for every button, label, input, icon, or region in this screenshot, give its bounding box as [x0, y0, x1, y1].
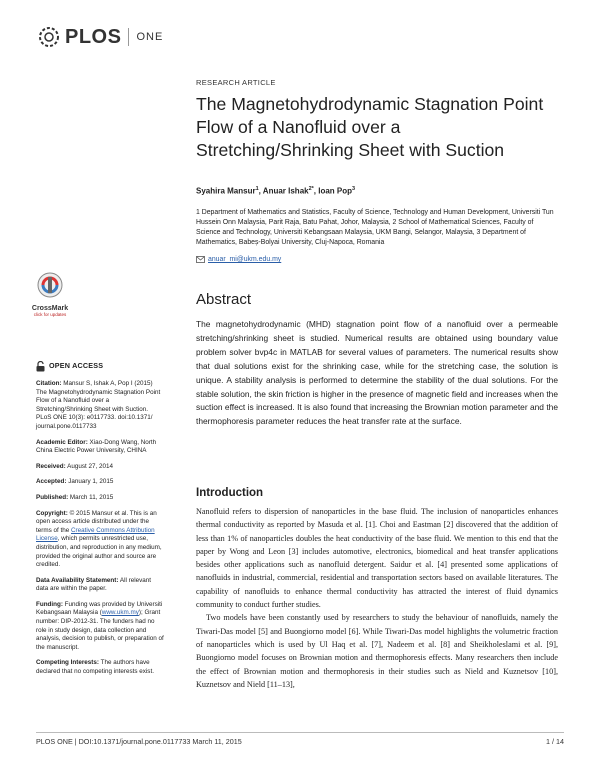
plos-one-logo: [37, 25, 163, 49]
data-availability-text: All relevant data are within the paper.: [36, 576, 152, 593]
funder-link[interactable]: www.ukm.my: [101, 609, 139, 617]
footer-citation: PLOS ONE | DOI:10.1371/journal.pone.0117733 March 11, 2015: [36, 737, 242, 746]
published-block: [36, 494, 164, 503]
received-label: Received:: [36, 462, 66, 470]
citation-text: Mansur S, Ishak A, Pop I (2015) The Magnetohydrodynamic Stagnation Point Flow of a Nanofluid over a Stretching/Shrinking Sheet with Suction. PLoS ONE 10(3): e0117733. doi:10.1371/ journal.pone.0117733: [36, 380, 161, 430]
open-access-label: OPEN ACCESS: [49, 361, 104, 371]
competing-interests-block: [36, 659, 164, 676]
copyright-text-end: , which permits unrestricted use, distribution, and reproduction in any medium, provided the original author and source are credited.: [36, 535, 162, 569]
article-type: RESEARCH ARTICLE: [196, 78, 276, 87]
plos-logo-icon: [37, 25, 61, 49]
open-lock-icon: [36, 361, 45, 372]
logo-divider: [128, 28, 129, 46]
crossmark-sublabel: click for updates: [33, 312, 67, 317]
crossmark-badge[interactable]: [30, 271, 70, 317]
corresponding-email: [196, 256, 281, 263]
crossmark-icon: [35, 271, 65, 299]
introduction-heading: Introduction: [196, 487, 264, 499]
citation-label: Citation:: [36, 380, 62, 387]
competing-interests-text: The authors have declared that no competing interests exist.: [36, 659, 154, 676]
copyright-label: Copyright:: [36, 509, 68, 517]
author-affiliation-marker: 1: [255, 186, 259, 192]
abstract-heading: Abstract: [196, 291, 252, 308]
author-name[interactable]: Anuar Ishak: [262, 186, 309, 196]
author-affiliation-marker: 2*: [308, 186, 314, 192]
envelope-icon: [196, 256, 205, 263]
intro-paragraph: Nanofluid refers to dispersion of nanoparticles in the base fluid. The inclusion of nanoparticles enhances thermal conductivity as reported by Masuda et al. [1]. Choi and Eastman [2] discovered that the addition of less than 1% of nanoparticles doubles the heat conductivity of the base fluid. We mention to this end that the paper by Wong and Leon [3] includes automotive, electronics, biomedical and heat transfer applications besides other applications such as nanofluid detergent. Saidur et al. [4] presented some applications of nanofluids in industrial, commercial, residential and transportation sectors based on available literatures. The capability of nanofluids to enhance thermal conductivity has attracted the interest of fluid dynamics community to conduct further studies.: [196, 507, 558, 610]
logo-text: PLOS: [65, 25, 122, 48]
article-sidebar: [36, 361, 164, 684]
introduction-body: [196, 505, 558, 691]
competing-interests-label: Competing Interests:: [36, 659, 99, 667]
copyright-block: [36, 510, 164, 570]
funding-label: Funding:: [36, 600, 63, 608]
accepted-block: [36, 478, 164, 487]
logo-suffix: ONE: [136, 31, 164, 43]
page-number: 1 / 14: [546, 737, 564, 746]
affiliations: 1 Department of Mathematics and Statistics, Faculty of Science, Technology and Human Development, Universiti Tun Hussein Onn Malaysia, Parit Raja, Batu Pahat, Johor, Malaysia, 2 School of Mathematical Sciences, Faculty of Science and Technology, Universiti Kebangsaan Malaysia, UKM Bangi, Selangor, Malaysia, 3 Department of Mathematics, Babeș-Bolyai University, Cluj-Napoca, Romania: [196, 209, 554, 246]
email-link[interactable]: anuar_mi@ukm.edu.my: [208, 256, 282, 263]
intro-paragraph: Two models have been constantly used by researchers to study the behaviour of nanofluids, namely the Tiwari-Das model [5] and Buongiorno model [6]. While Tiwari-Das model highlights the volumetric fraction of nanoparticles which is used by Ul Haq et al. [7], Nadeem et al. [8] and Sheikholeslami et al. [9], Buongiorno model focuses on Brownian motion and thermophoresis effects. Many researchers then include the effect of Brownian motion and thermophoresis in their studies such as Nield and Kuznetsov [10], Kuznetsov and Nield [11–13],: [196, 613, 558, 689]
funding-block: [36, 601, 164, 653]
author-list: Syahira Mansur$^1$, Anuar Ishak$^{2*}$, Ioan Pop$^3$: [196, 186, 356, 196]
author-name[interactable]: Syahira Mansur: [196, 186, 256, 196]
data-availability-block: [36, 577, 164, 594]
abstract-text: The magnetohydrodynamic (MHD) stagnation point flow of a nanofluid over a permeable stretching/shrinking sheet is studied. Numerical results are obtained using boundary value problem solver bvp4c in MATLAB for several values of parameters. The numerical results show that dual solutions exist for the shrinking case, while for the stretching case, the solution is unique. A stability analysis is performed to determine the stability of the dual solutions. For the stable solution, the skin friction is higher in the presence of magnetic field and increases when the suction effect is increased. It is also found that increasing the Brownian motion parameter and the thermophoresis parameter reduces the heat transfer rate at the surface.: [196, 319, 558, 427]
accepted-date: January 1, 2015: [66, 478, 114, 486]
published-date: March 11, 2015: [68, 493, 114, 501]
funding-text: Funding was provided by Universiti Kebangsaan Malaysia (: [36, 600, 163, 617]
citation-block: [36, 380, 164, 432]
author-affiliation-marker: 3: [352, 186, 356, 192]
data-availability-label: Data Availability Statement:: [36, 576, 119, 584]
license-link[interactable]: Creative Commons Attribution License: [36, 526, 155, 543]
copyright-text: © 2015 Mansur et al. This is an open access article distributed under the terms of the: [36, 509, 157, 534]
footer-divider: [36, 732, 564, 733]
received-block: [36, 463, 164, 472]
open-access-badge[interactable]: [36, 361, 164, 372]
academic-editor-block: [36, 439, 164, 456]
author-name[interactable]: Ioan Pop: [318, 186, 353, 196]
received-date: August 27, 2014: [65, 462, 114, 470]
article-title: The Magnetohydrodynamic Stagnation Point Flow of a Nanofluid over a Stretching/Shrinking Sheet with Suction: [196, 94, 544, 160]
accepted-label: Accepted:: [36, 478, 67, 486]
published-label: Published:: [36, 493, 69, 501]
crossmark-label: CrossMark: [31, 305, 69, 312]
academic-editor-label: Academic Editor:: [36, 438, 88, 446]
academic-editor-text: Xiao-Dong Wang, North China Electric Power University, CHINA: [36, 438, 157, 455]
funding-text-end: ); Grant number: DIP-2012-31. The funders had no role in study design, data collection and analysis, decision to publish, or preparation of the manuscript.: [36, 609, 164, 651]
